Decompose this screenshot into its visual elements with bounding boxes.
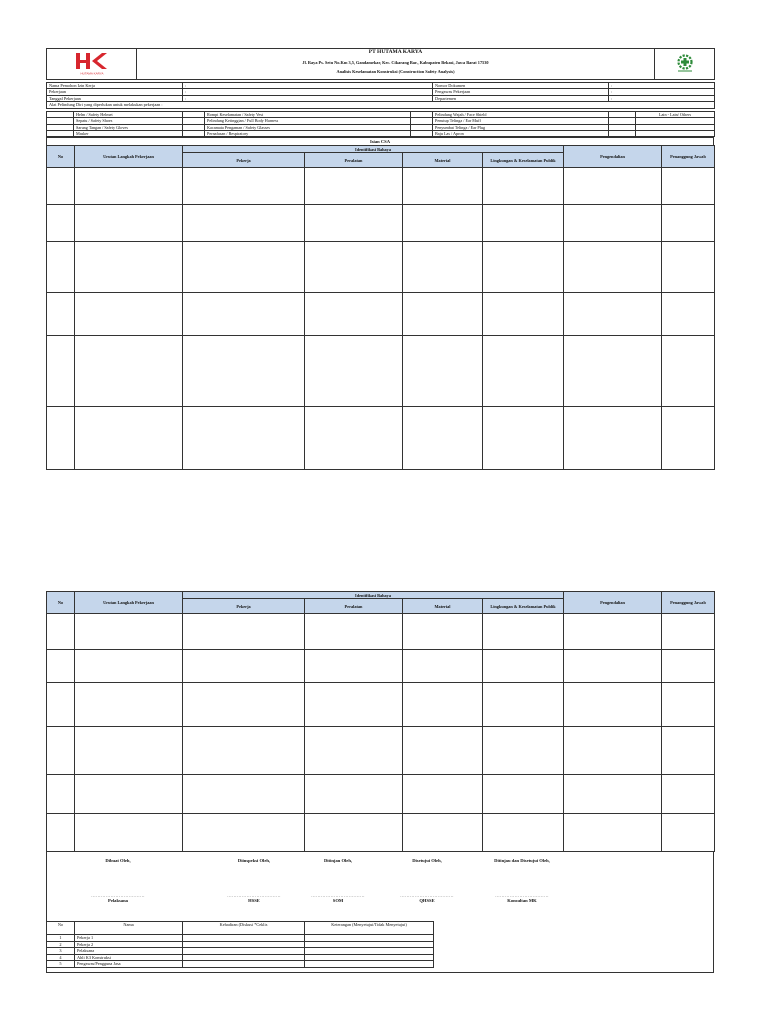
- cell-equipment[interactable]: [305, 407, 403, 470]
- info-value[interactable]: :: [183, 83, 433, 89]
- table-row: [47, 814, 715, 852]
- attendance-no: 2: [47, 941, 75, 948]
- cell-no[interactable]: [47, 683, 75, 727]
- signature-role: QHSSE: [419, 898, 435, 903]
- info-label: Nama Pemohon Izin Kerja: [47, 83, 183, 89]
- cell-equipment[interactable]: [305, 293, 403, 336]
- signature-line[interactable]: ……………………………: [227, 893, 281, 898]
- company-logo: [47, 49, 137, 80]
- cell-environment[interactable]: [483, 650, 564, 683]
- cell-pic[interactable]: [662, 614, 715, 650]
- safety-emblem: [655, 49, 715, 80]
- cell-control[interactable]: [564, 775, 662, 814]
- cell-material[interactable]: [403, 683, 483, 727]
- apd-item: Masker: [74, 130, 183, 136]
- attendance-name: Pekerja 2: [75, 941, 183, 948]
- apd-item: Penyumbat Telinga / Ear Plug: [433, 124, 609, 130]
- cell-material[interactable]: [403, 650, 483, 683]
- cell-environment[interactable]: [483, 205, 564, 242]
- attendance-name: Pekerja 1: [75, 935, 183, 942]
- cell-no[interactable]: [47, 614, 75, 650]
- cell-control[interactable]: [564, 336, 662, 407]
- cell-step[interactable]: [75, 775, 183, 814]
- attendance-name: Pelaksana: [75, 948, 183, 955]
- signature-inspector: Diinspeksi Oleh, …………………………… HSSE: [199, 858, 309, 903]
- cell-step[interactable]: [75, 168, 183, 205]
- cell-pic[interactable]: [662, 205, 715, 242]
- attendance-header-remarks: Keterangan (Menyetujui/Tidak Menyetujui): [305, 922, 434, 935]
- col-header-control: Pengendalian: [564, 146, 662, 168]
- attendance-remarks-field[interactable]: [305, 941, 434, 948]
- signature-role: Konsultan MK: [507, 898, 537, 903]
- signature-line[interactable]: ……………………………: [311, 893, 365, 898]
- attendance-row: [47, 948, 434, 955]
- document-header: [46, 48, 715, 80]
- cell-environment[interactable]: [483, 293, 564, 336]
- col-header-equipment: Peralatan: [305, 153, 403, 168]
- cell-equipment[interactable]: [305, 168, 403, 205]
- signature-maker: Dibuat Oleh, …………………………… Pelaksana: [63, 858, 173, 903]
- cell-environment[interactable]: [483, 614, 564, 650]
- attendance-header-no: No: [47, 922, 75, 935]
- apd-item: Helm / Safety Helmet: [74, 112, 183, 118]
- apd-item: Baju Las / Apron: [433, 130, 609, 136]
- cell-no[interactable]: [47, 205, 75, 242]
- signature-reviewer: Ditinjau Oleh, …………………………… SOM: [283, 858, 393, 903]
- table-row: [47, 293, 715, 336]
- cell-no[interactable]: [47, 336, 75, 407]
- csa-section-title: Isian CSA: [46, 137, 714, 145]
- cell-worker[interactable]: [183, 814, 305, 852]
- cell-step[interactable]: [75, 614, 183, 650]
- cell-worker[interactable]: [183, 775, 305, 814]
- info-value[interactable]: :: [183, 95, 433, 101]
- cell-step[interactable]: [75, 407, 183, 470]
- cell-material[interactable]: [403, 614, 483, 650]
- cell-step[interactable]: [75, 242, 183, 293]
- signature-line[interactable]: ……………………………: [495, 893, 549, 898]
- cell-material[interactable]: [403, 775, 483, 814]
- form-title: Analisis Keselamatan Konstruksi (Construction Safety Analysis): [137, 69, 655, 79]
- cell-pic[interactable]: [662, 336, 715, 407]
- apd-instruction: Alat Pelindung Diri yang diperlukan untuk melakukan pekerjaan :: [47, 102, 715, 108]
- cell-material[interactable]: [403, 293, 483, 336]
- info-value[interactable]: :: [609, 83, 715, 89]
- col-header-pic: Penanggung Jawab: [662, 146, 715, 168]
- attendance-no: 1: [47, 935, 75, 942]
- cell-material[interactable]: [403, 407, 483, 470]
- table-row: [47, 336, 715, 407]
- k3-cross-icon: [674, 52, 696, 74]
- col-header-worker: Pekerja: [183, 153, 305, 168]
- attendance-name: Pengawas/Pengguna Jasa: [75, 961, 183, 968]
- cell-no[interactable]: [47, 775, 75, 814]
- info-label: Pengawas Pekerjaan: [433, 89, 609, 95]
- cell-control[interactable]: [564, 727, 662, 775]
- cell-no[interactable]: [47, 293, 75, 336]
- cell-control[interactable]: [564, 683, 662, 727]
- cell-material[interactable]: [403, 205, 483, 242]
- table-row: [47, 242, 715, 293]
- info-value[interactable]: :: [609, 95, 715, 101]
- cell-worker[interactable]: [183, 205, 305, 242]
- cell-step[interactable]: [75, 336, 183, 407]
- cell-worker[interactable]: [183, 168, 305, 205]
- cell-pic[interactable]: [662, 683, 715, 727]
- info-table: [46, 82, 715, 109]
- cell-equipment[interactable]: [305, 205, 403, 242]
- cell-worker[interactable]: [183, 336, 305, 407]
- col-header-worker: Pekerja: [183, 599, 305, 614]
- attendance-no: 4: [47, 954, 75, 961]
- info-label: Departemen: [433, 95, 609, 101]
- cell-control[interactable]: [564, 650, 662, 683]
- cell-material[interactable]: [403, 814, 483, 852]
- signature-block: [46, 852, 714, 920]
- cell-no[interactable]: [47, 407, 75, 470]
- attendance-row: [47, 935, 434, 942]
- apd-checkbox[interactable]: [47, 130, 74, 136]
- col-header-control: Pengendalian: [564, 592, 662, 614]
- attendance-row: [47, 941, 434, 948]
- cell-pic[interactable]: [662, 814, 715, 852]
- cell-environment[interactable]: [483, 336, 564, 407]
- apd-item: Rompi Keselamatan / Safety Vest: [205, 112, 411, 118]
- apd-item: Pernafasan / Respiratory: [205, 130, 411, 136]
- table-row: [47, 727, 715, 775]
- attendance-row: [47, 954, 434, 961]
- cell-step[interactable]: [75, 650, 183, 683]
- col-header-material: Material: [403, 599, 483, 614]
- cell-pic[interactable]: [662, 775, 715, 814]
- cell-control[interactable]: [564, 293, 662, 336]
- info-label: Nomor Dokumen: [433, 83, 609, 89]
- svg-text:HUTAMA KARYA: HUTAMA KARYA: [79, 71, 104, 76]
- apd-item: Pelindung Wajah / Face Shield: [433, 112, 609, 118]
- cell-step[interactable]: [75, 727, 183, 775]
- signature-role: SOM: [332, 898, 344, 903]
- cell-control[interactable]: [564, 205, 662, 242]
- cell-worker[interactable]: [183, 614, 305, 650]
- cell-worker[interactable]: [183, 727, 305, 775]
- company-address: Jl. Raya Ps. Setu No.Km 3,5, Gandamekar, Kec. Cikarang Bar., Kabupaten Bekasi, Jawa Barat 17530: [137, 60, 655, 69]
- cell-environment[interactable]: [483, 407, 564, 470]
- attendance-table: [46, 921, 434, 968]
- info-value[interactable]: :: [609, 89, 715, 95]
- col-header-steps: Urutan Langkah Pekerjaan: [75, 592, 183, 614]
- signature-role: Pelaksana: [108, 898, 128, 903]
- col-header-pic: Penanggung Jawab: [662, 592, 715, 614]
- apd-checkbox[interactable]: [609, 130, 636, 136]
- cell-no[interactable]: [47, 242, 75, 293]
- cell-pic[interactable]: [662, 727, 715, 775]
- cell-environment[interactable]: [483, 775, 564, 814]
- info-label: Pekerjaan: [47, 89, 183, 95]
- signature-approver: Disetujui Oleh, …………………………… QHSSE: [372, 858, 482, 903]
- info-value[interactable]: :: [183, 89, 433, 95]
- info-label: Tanggal Pekerjaan: [47, 95, 183, 101]
- cell-no[interactable]: [47, 814, 75, 852]
- cell-equipment[interactable]: [305, 727, 403, 775]
- cell-material[interactable]: [403, 336, 483, 407]
- cell-environment[interactable]: [483, 727, 564, 775]
- apd-item: Pelindung Ketinggian / Full Body Harness: [205, 118, 411, 124]
- cell-step[interactable]: [75, 814, 183, 852]
- attendance-presence-field[interactable]: [183, 948, 305, 955]
- col-header-environment: Lingkungan & Keselamatan Publik: [483, 153, 564, 168]
- cell-step[interactable]: [75, 293, 183, 336]
- cell-environment[interactable]: [483, 242, 564, 293]
- signature-consultant: Ditinjau dan Disetujui Oleh, …………………………… Konsultan MK: [467, 858, 577, 903]
- table-row: [47, 205, 715, 242]
- apd-item: Sarung Tangan / Safety Gloves: [74, 124, 183, 130]
- cell-control[interactable]: [564, 814, 662, 852]
- table-row: [47, 407, 715, 470]
- cell-control[interactable]: [564, 168, 662, 205]
- col-header-material: Material: [403, 153, 483, 168]
- apd-checkbox[interactable]: [411, 130, 433, 136]
- signature-line[interactable]: ……………………………: [400, 893, 454, 898]
- cell-environment[interactable]: [483, 168, 564, 205]
- cell-equipment[interactable]: [305, 242, 403, 293]
- cell-no[interactable]: [47, 727, 75, 775]
- cell-step[interactable]: [75, 683, 183, 727]
- cell-equipment[interactable]: [305, 336, 403, 407]
- attendance-remarks-field[interactable]: [305, 935, 434, 942]
- cell-equipment[interactable]: [305, 814, 403, 852]
- attendance-remarks-field[interactable]: [305, 948, 434, 955]
- cell-pic[interactable]: [662, 168, 715, 205]
- table-row: [47, 168, 715, 205]
- cell-worker[interactable]: [183, 242, 305, 293]
- cell-control[interactable]: [564, 407, 662, 470]
- col-header-no: No: [47, 592, 75, 614]
- attendance-presence-field[interactable]: [183, 954, 305, 961]
- col-header-steps: Urutan Langkah Pekerjaan: [75, 146, 183, 168]
- cell-environment[interactable]: [483, 814, 564, 852]
- cell-pic[interactable]: [662, 242, 715, 293]
- cell-no[interactable]: [47, 650, 75, 683]
- cell-material[interactable]: [403, 727, 483, 775]
- attendance-no: 5: [47, 961, 75, 968]
- table-row: [47, 650, 715, 683]
- col-header-no: No: [47, 146, 75, 168]
- col-header-environment: Lingkungan & Keselamatan Publik: [483, 599, 564, 614]
- table-row: [47, 614, 715, 650]
- apd-item-others: Lain - Lain/ Others: [636, 112, 715, 118]
- company-name: PT HUTAMA KARYA: [137, 49, 655, 61]
- cell-pic[interactable]: [662, 407, 715, 470]
- apd-item: Sepatu / Safety Shoes: [74, 118, 183, 124]
- hazard-analysis-table-1: [46, 145, 715, 470]
- cell-step[interactable]: [75, 205, 183, 242]
- cell-pic[interactable]: [662, 293, 715, 336]
- attendance-presence-field[interactable]: [183, 941, 305, 948]
- apd-checkbox[interactable]: [183, 130, 205, 136]
- attendance-presence-field[interactable]: [183, 935, 305, 942]
- attendance-remarks-field[interactable]: [305, 954, 434, 961]
- apd-checklist: [46, 111, 715, 137]
- attendance-header-name: Nama: [75, 922, 183, 935]
- cell-pic[interactable]: [662, 650, 715, 683]
- table-row: [47, 775, 715, 814]
- attendance-name: Ahli K3 Konstruksi: [75, 954, 183, 961]
- cell-environment[interactable]: [483, 683, 564, 727]
- cell-material[interactable]: [403, 168, 483, 205]
- cell-control[interactable]: [564, 614, 662, 650]
- signature-line[interactable]: ……………………………: [91, 893, 145, 898]
- col-header-hazard-group: Identifikasi Bahaya: [183, 592, 564, 599]
- cell-worker[interactable]: [183, 650, 305, 683]
- signature-role: HSSE: [248, 898, 260, 903]
- apd-item: Kacamata Pengaman / Safety Glasses: [205, 124, 411, 130]
- cell-equipment[interactable]: [305, 650, 403, 683]
- col-header-hazard-group: Identifikasi Bahaya: [183, 146, 564, 153]
- attendance-remarks-field[interactable]: [305, 961, 434, 968]
- attendance-presence-field[interactable]: [183, 961, 305, 968]
- cell-worker[interactable]: [183, 683, 305, 727]
- attendance-row: [47, 961, 434, 968]
- cell-equipment[interactable]: [305, 614, 403, 650]
- hazard-analysis-table-2: [46, 591, 715, 852]
- cell-material[interactable]: [403, 242, 483, 293]
- cell-control[interactable]: [564, 242, 662, 293]
- attendance-no: 3: [47, 948, 75, 955]
- apd-others-field[interactable]: [636, 130, 715, 136]
- hk-logo-icon: [70, 50, 114, 76]
- col-header-equipment: Peralatan: [305, 599, 403, 614]
- cell-equipment[interactable]: [305, 775, 403, 814]
- cell-worker[interactable]: [183, 407, 305, 470]
- apd-item: Penutup Telinga / Ear Muff: [433, 118, 609, 124]
- cell-worker[interactable]: [183, 293, 305, 336]
- attendance-header-presence: Kehadiran (Diskusi *Ceklis: [183, 922, 305, 935]
- cell-equipment[interactable]: [305, 683, 403, 727]
- table-row: [47, 683, 715, 727]
- cell-no[interactable]: [47, 168, 75, 205]
